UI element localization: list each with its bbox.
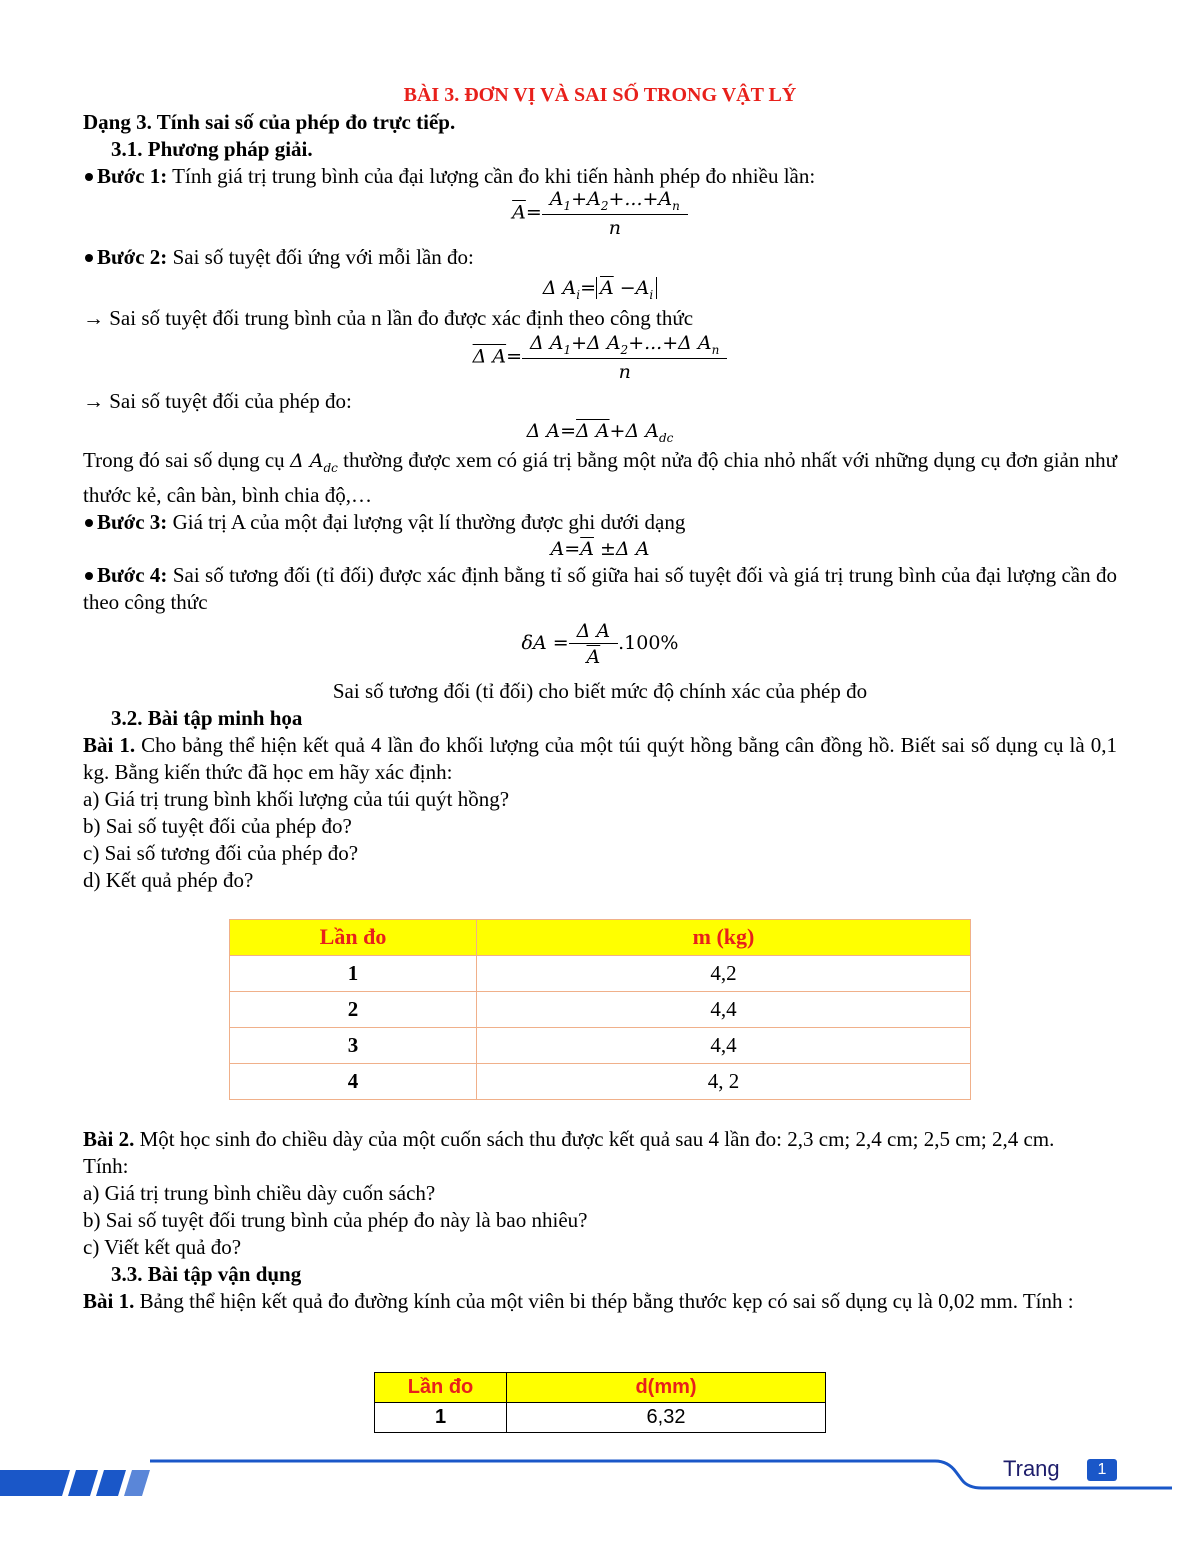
exercise-1-item: a) Giá trị trung bình khối lượng của túi quýt hồng? <box>83 786 510 811</box>
page-title: BÀI 3. ĐƠN VỊ VÀ SAI SỐ TRONG VẬT LÝ <box>403 84 797 106</box>
page-number-badge: 1 <box>1087 1459 1117 1481</box>
bullet-icon <box>85 519 93 527</box>
table-cell: 3 <box>230 1027 477 1063</box>
exercise-1-item: b) Sai số tuyệt đối của phép đo? <box>83 813 352 838</box>
exercise-2-item: c) Viết kết quả đo? <box>83 1234 242 1259</box>
exercise-2-item: a) Giá trị trung bình chiều dày cuốn sách? <box>83 1180 436 1205</box>
table-row <box>230 1063 971 1099</box>
exercise-3: Bài 1. Bảng thể hiện kết quả đo đường kính của một viên bi thép bằng thước kẹp có sai số dụng cụ là 0,02 mm. Tính : <box>83 1288 1074 1313</box>
table-header: d(mm) <box>507 1373 826 1403</box>
table-cell: 4,4 <box>477 991 971 1027</box>
formula-mean: $\overline{A}=$ $\frac{A_1+A_2+...+A_n}{n}$ <box>83 188 1117 244</box>
arrow-note-2: → Sai số tuyệt đối của phép đo: <box>83 389 352 413</box>
table-cell: 4,2 <box>477 955 971 991</box>
instrument-note: Trong đó sai số dụng cụ Δ $A_{dc}$ thường được xem có giá trị bằng một nửa độ chia nhỏ nhất với những dụng cụ đơn giản như thước kẻ, cân bàn, bình chia độ,… <box>83 448 1118 507</box>
section-heading: Dạng 3. Tính sai số của phép đo trực tiếp. <box>83 110 456 134</box>
table-header: m (kg) <box>477 919 971 955</box>
exercise-1-item: c) Sai số tương đối của phép đo? <box>83 840 359 865</box>
exercise-1-item: d) Kết quả phép đo? <box>83 867 254 892</box>
table-row <box>230 1027 971 1063</box>
table-row <box>230 991 971 1027</box>
bullet-icon <box>85 173 93 181</box>
table-row <box>230 955 971 991</box>
table-header-row <box>375 1373 826 1403</box>
exercise-2-item: b) Sai số tuyệt đối trung bình của phép đo này là bao nhiêu? <box>83 1207 588 1232</box>
table-cell: 1 <box>375 1403 507 1433</box>
subsection-3-3: 3.3. Bài tập vận dụng <box>111 1261 302 1286</box>
table-cell: 4,4 <box>477 1027 971 1063</box>
table-cell: 6,32 <box>507 1403 826 1433</box>
table-header: Lần đo <box>230 919 477 955</box>
step-2: Bước 2: Sai số tuyệt đối ứng với mỗi lần đo: <box>83 244 1117 271</box>
table-header-row <box>230 919 971 955</box>
page-content <box>83 84 1118 1428</box>
diameter-table <box>374 1372 826 1433</box>
footer-page-label: Trang <box>1003 1456 1060 1481</box>
table-cell: 4 <box>230 1063 477 1099</box>
table-cell: 1 <box>230 955 477 991</box>
exercise-2-tinh: Tính: <box>83 1153 129 1178</box>
exercise-1: Bài 1. Cho bảng thể hiện kết quả 4 lần đo khối lượng của một túi quýt hồng bằng cân đồng hồ. Biết sai số dụng cụ là 0,1 kg. Bằng kiến thức đã học em hãy xác định: <box>83 732 1117 784</box>
formula-result: $A=\overline{A} \pm\Delta$ A <box>550 537 650 560</box>
formula-total-error: Δ A=Δ A+Δ $A_{dc}$ <box>526 420 674 445</box>
table-header: Lần đo <box>375 1373 507 1403</box>
table-cell: 4, 2 <box>477 1063 971 1099</box>
step-4: Bước 4: Sai số tương đối (tỉ đối) được xác định bằng tỉ số giữa hai số tuyệt đối và giá trị trung bình của đại lượng cần đo theo công thức <box>83 562 1117 614</box>
step-3: Bước 3: Giá trị A của một đại lượng vật lí thường được ghi dưới dạng <box>83 509 1117 536</box>
formula-relative-error: δA = $\frac{\text{Δ A}}{A}$ .100% <box>521 619 679 668</box>
step-1: Bước 1: Tính giá trị trung bình của đại lượng cần đo khi tiến hành phép đo nhiều lần: <box>83 163 1117 190</box>
mass-table <box>229 919 971 1100</box>
arrow-note-1: → Sai số tuyệt đối trung bình của n lần đo được xác định theo công thức <box>83 306 694 330</box>
relative-note: Sai số tương đối (tỉ đối) cho biết mức độ chính xác của phép đo <box>332 678 868 703</box>
bullet-icon <box>85 572 93 580</box>
exercise-2: Bài 2. Một học sinh đo chiều dày của một cuốn sách thu được kết quả sau 4 lần đo: 2,3 cm; 2,4 cm; 2,5 cm; 2,4 cm. <box>83 1126 1055 1151</box>
formula-mean-abs-error: Δ A= $\frac{\Delta A_1+\Delta A_2+...+\Delta A_n}{n}$ <box>83 332 1117 388</box>
subsection-3-1: 3.1. Phương pháp giải. <box>111 137 313 161</box>
subsection-3-2: 3.2. Bài tập minh họa <box>111 705 303 730</box>
table-row <box>375 1403 826 1433</box>
bullet-icon <box>85 254 93 262</box>
formula-abs-error: Δ $A_i= \overline{A} -A_i$ <box>83 271 1117 305</box>
table-cell: 2 <box>230 991 477 1027</box>
